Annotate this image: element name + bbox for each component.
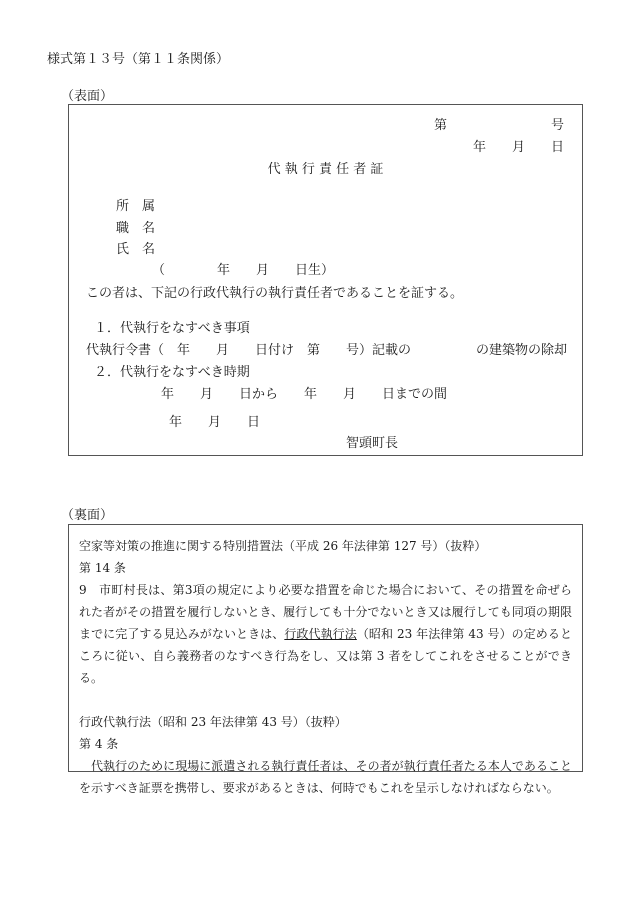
- certificate-back-box: [68, 524, 583, 795]
- administrative-execution-act-link[interactable]: 行政代執行法: [284, 627, 357, 641]
- law1-paragraph: [79, 579, 572, 689]
- law1-article-number: 第 14 条: [79, 561, 126, 575]
- law1-text-after-link: （昭和 23 年法律第 43 号）の定めるところに従い、自ら義務者のなすべき行為をし、又は第 3 者をしてこれをさせることができる。: [79, 627, 572, 685]
- item1-heading: １．代執行をなすべき事項: [94, 321, 250, 336]
- certification-statement: この者は、下記の行政代執行の執行責任者であることを証する。: [86, 286, 464, 301]
- law1-text-before-link: 9 市町村長は、第3項の規定により必要な措置を命じた場合において、その措置を命ぜられた者がその措置を履行しないとき、履行しても十分でないとき又は履行しても同項の期限までに完了する見込みがないときは、: [79, 583, 572, 641]
- law2-article-number: 第 4 条: [79, 737, 119, 751]
- item1-body: 代執行令書（ 年 月 日付け 第 号）記載の の建築物の除却: [86, 343, 568, 358]
- form-number-heading: 様式第１３号（第１１条関係）: [47, 52, 230, 67]
- law2-title: 行政代執行法（昭和 23 年法律第 43 号）（抜粋）: [79, 715, 347, 729]
- issuer-name: 智頭町長: [346, 436, 399, 451]
- law2-body: 代執行のために現場に派遣される執行責任者は、その者が執行責任者たる本人であることを示すべき証票を携帯し、要求があるときは、何時でもこれを呈示しなければならない。: [79, 759, 572, 795]
- field-position-label: 職 名: [116, 221, 156, 236]
- item2-heading: ２．代執行をなすべき時期: [94, 365, 250, 380]
- certificate-front-box: [68, 104, 583, 456]
- field-affiliation-label: 所 属: [116, 199, 156, 214]
- law1-title: 空家等対策の推進に関する特別措置法（平成 26 年法律第 127 号）（抜粋）: [79, 539, 487, 553]
- issue-date-line: 年 月 日: [169, 415, 261, 430]
- certificate-title: 代 執 行 責 任 者 証: [267, 162, 384, 177]
- birthdate-line: （ 年 月 日生）: [152, 263, 335, 278]
- front-side-label: （表面）: [61, 89, 114, 104]
- item2-body: 年 月 日から 年 月 日までの間: [161, 387, 448, 402]
- document-number-line: 第 号: [433, 118, 564, 133]
- date-top-line: 年 月 日: [472, 140, 564, 155]
- field-name-label: 氏 名: [116, 242, 156, 257]
- back-side-label: （裏面）: [61, 508, 114, 523]
